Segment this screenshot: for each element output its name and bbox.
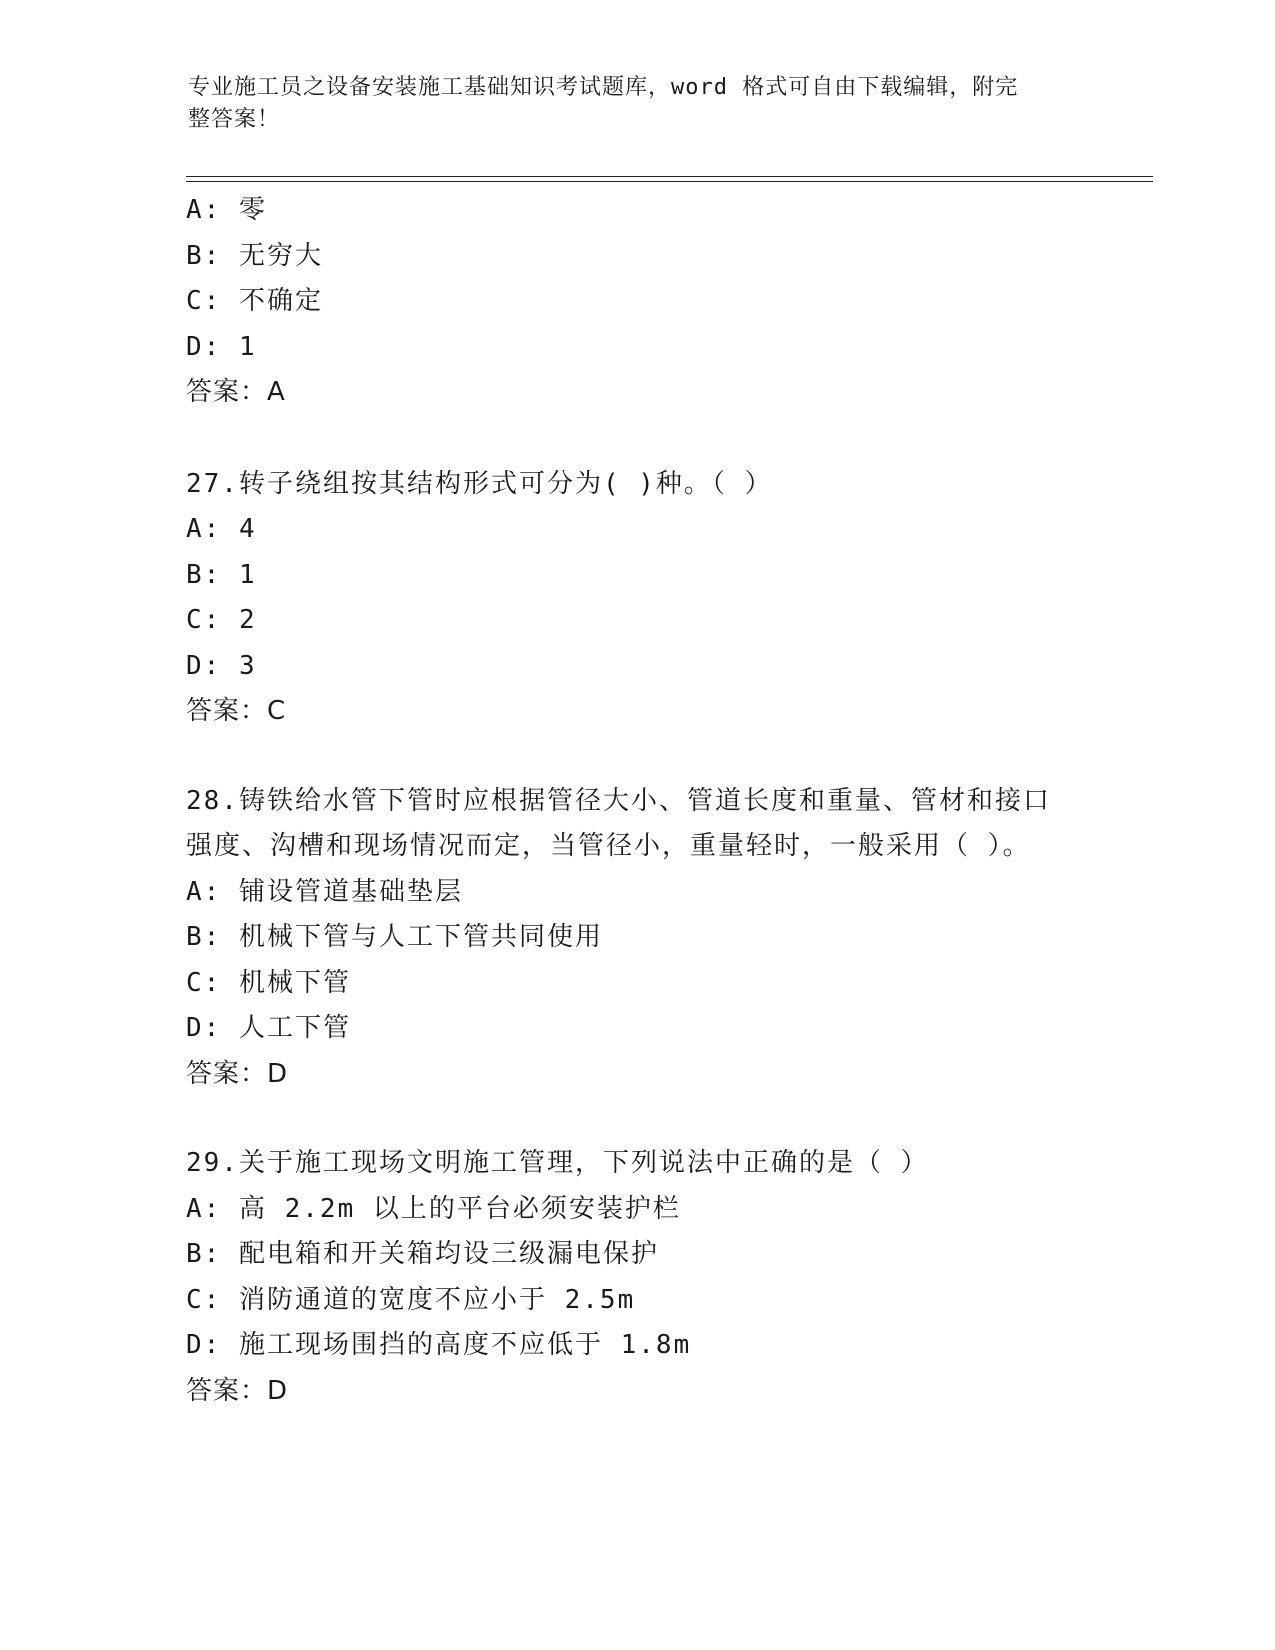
option-c: C: 消防通道的宽度不应小于 2.5m bbox=[186, 1284, 636, 1315]
answer-line: 答案：D bbox=[186, 1375, 289, 1406]
spacer bbox=[186, 1097, 1086, 1141]
question-29 bbox=[186, 1141, 1086, 1414]
option-b: B: 无穷大 bbox=[186, 240, 323, 271]
option-a: A: 零 bbox=[186, 195, 267, 225]
question-list bbox=[186, 188, 1086, 1414]
option-c: C: 不确定 bbox=[186, 286, 323, 316]
question-stem-line-1: 28.铸铁给水管下管时应根据管径大小、管道长度和重量、管材和接口 bbox=[186, 785, 1051, 816]
option-a: A: 高 2.2m 以上的平台必须安装护栏 bbox=[186, 1193, 681, 1224]
answer-line: 答案：C bbox=[186, 696, 287, 726]
spacer bbox=[186, 416, 1086, 462]
option-b: B: 1 bbox=[186, 559, 257, 590]
header-line-1: 专业施工员之设备安装施工基础知识考试题库，word 格式可自由下载编辑，附完 bbox=[188, 75, 1019, 100]
answer-line: 答案：A bbox=[186, 377, 286, 407]
spacer bbox=[186, 735, 1086, 779]
option-c: C: 机械下管 bbox=[186, 967, 351, 998]
option-d: D: 1 bbox=[186, 331, 257, 362]
option-d: D: 人工下管 bbox=[186, 1013, 351, 1043]
option-a: A: 4 bbox=[186, 514, 257, 544]
question-stem: 27.转子绕组按其结构形式可分为( )种。（ ） bbox=[186, 468, 773, 499]
document-header bbox=[188, 72, 1068, 136]
option-d: D: 3 bbox=[186, 650, 257, 681]
header-divider-bottom bbox=[186, 181, 1153, 182]
header-line-2: 整答案！ bbox=[188, 107, 281, 132]
option-b: B: 配电箱和开关箱均设三级漏电保护 bbox=[186, 1239, 659, 1269]
option-a: A: 铺设管道基础垫层 bbox=[186, 876, 463, 907]
question-28 bbox=[186, 779, 1086, 1098]
question-block-continued bbox=[186, 188, 1086, 416]
question-stem-line-2: 强度、沟槽和现场情况而定，当管径小，重量轻时，一般采用（ ）。 bbox=[186, 831, 1031, 861]
question-stem: 29.关于施工现场文明施工管理，下列说法中正确的是（ ） bbox=[186, 1148, 929, 1178]
header-divider-top bbox=[186, 176, 1153, 177]
option-b: B: 机械下管与人工下管共同使用 bbox=[186, 922, 603, 952]
question-27 bbox=[186, 462, 1086, 735]
answer-line: 答案：D bbox=[186, 1058, 289, 1089]
option-c: C: 2 bbox=[186, 605, 257, 635]
option-d: D: 施工现场围挡的高度不应低于 1.8m bbox=[186, 1330, 692, 1360]
